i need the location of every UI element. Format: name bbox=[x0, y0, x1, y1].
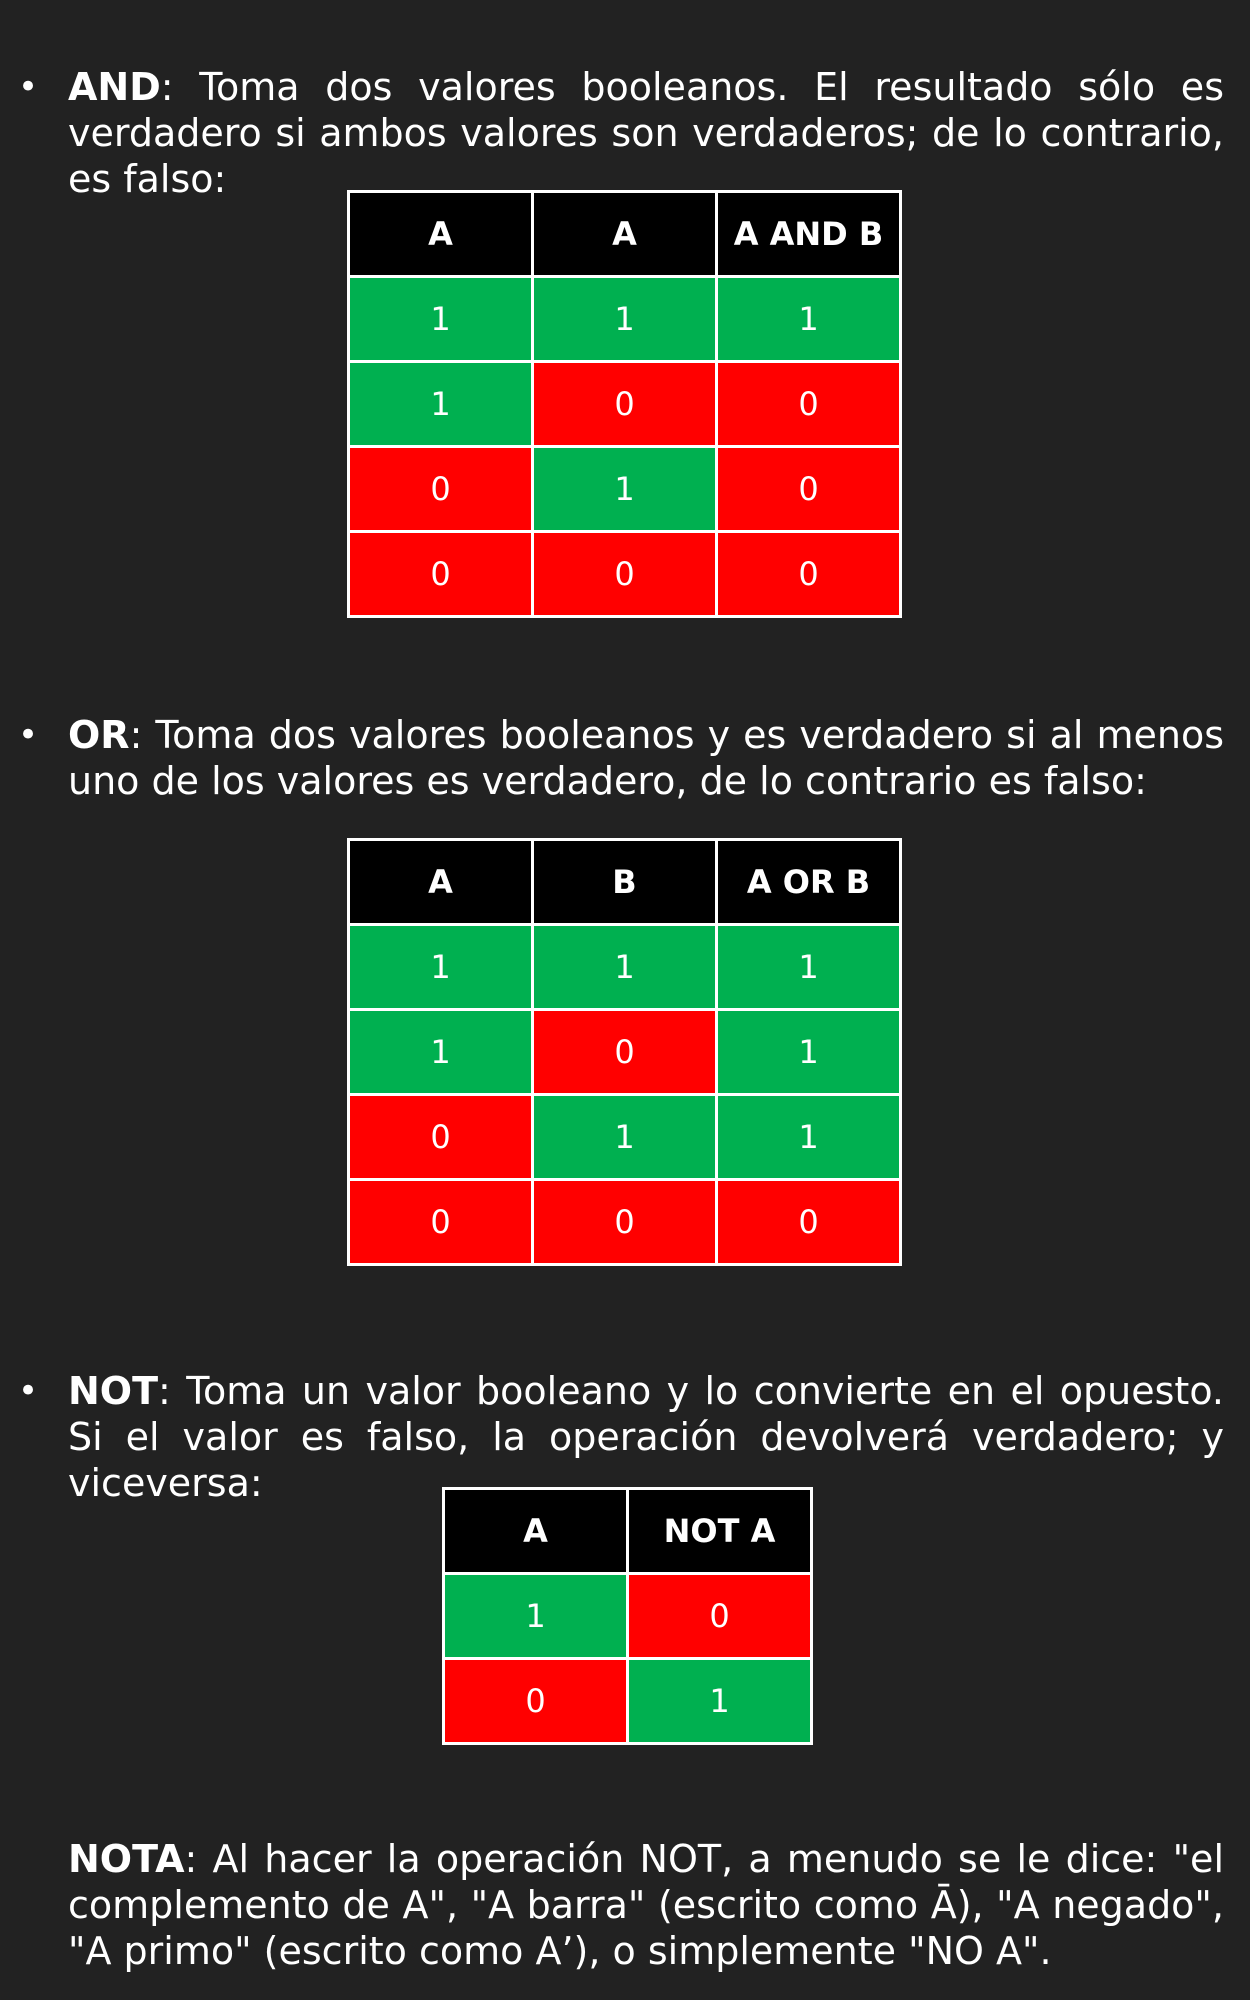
not-cell: 0 bbox=[444, 1659, 628, 1744]
and-cell: 1 bbox=[349, 362, 533, 447]
not-cell: 1 bbox=[444, 1574, 628, 1659]
and-cell: 0 bbox=[533, 362, 717, 447]
or-cell: 1 bbox=[717, 925, 901, 1010]
or-cell: 1 bbox=[349, 1010, 533, 1095]
bullet-or: • bbox=[18, 715, 39, 755]
note-term: NOTA bbox=[68, 1837, 185, 1881]
or-cell: 1 bbox=[533, 1095, 717, 1180]
or-truth-table bbox=[347, 838, 902, 1266]
not-text: : Toma un valor booleano y lo convierte en el opuesto. Si el valor es falso, la operación devolverá verdadero; y viceversa: bbox=[68, 1369, 1224, 1505]
not-header-col: NOT A bbox=[628, 1489, 812, 1574]
not-description bbox=[68, 1368, 1224, 1506]
or-cell: 1 bbox=[533, 925, 717, 1010]
note-text: : Al hacer la operación NOT, a menudo se le dice: "el complemento de A", "A barra" (escrito como Ā), "A negado", "A primo" (escrito como A’), o simplemente "NO A". bbox=[68, 1837, 1224, 1973]
or-table-row bbox=[349, 1095, 901, 1180]
bullet-not: • bbox=[18, 1371, 39, 1411]
not-header-row bbox=[444, 1489, 812, 1574]
and-table-row bbox=[349, 532, 901, 617]
not-cell: 1 bbox=[628, 1659, 812, 1744]
or-cell: 1 bbox=[349, 925, 533, 1010]
or-cell: 0 bbox=[533, 1180, 717, 1265]
or-header-col: A bbox=[349, 840, 533, 925]
not-truth-table bbox=[442, 1487, 813, 1745]
bullet-and: • bbox=[18, 67, 39, 107]
and-header-row bbox=[349, 192, 901, 277]
and-cell: 0 bbox=[717, 362, 901, 447]
and-cell: 1 bbox=[533, 277, 717, 362]
and-header-col: A bbox=[349, 192, 533, 277]
and-description bbox=[68, 64, 1224, 202]
or-term: OR bbox=[68, 713, 130, 757]
and-cell: 1 bbox=[349, 277, 533, 362]
and-table-row bbox=[349, 447, 901, 532]
or-cell: 0 bbox=[533, 1010, 717, 1095]
and-cell: 0 bbox=[717, 532, 901, 617]
and-cell: 0 bbox=[349, 447, 533, 532]
and-header-col: A AND B bbox=[717, 192, 901, 277]
and-term: AND bbox=[68, 65, 161, 109]
and-header-col: A bbox=[533, 192, 717, 277]
or-text: : Toma dos valores booleanos y es verdadero si al menos uno de los valores es verdadero, de lo contrario es falso: bbox=[68, 713, 1224, 803]
or-cell: 0 bbox=[349, 1180, 533, 1265]
or-header-row bbox=[349, 840, 901, 925]
or-header-col: A OR B bbox=[717, 840, 901, 925]
and-text: : Toma dos valores booleanos. El resultado sólo es verdadero si ambos valores son verdaderos; de lo contrario, es falso: bbox=[68, 65, 1224, 201]
or-cell: 1 bbox=[717, 1095, 901, 1180]
or-table-row bbox=[349, 925, 901, 1010]
and-table-row bbox=[349, 277, 901, 362]
and-truth-table bbox=[347, 190, 902, 618]
or-table-row bbox=[349, 1010, 901, 1095]
and-cell: 0 bbox=[349, 532, 533, 617]
or-header-col: B bbox=[533, 840, 717, 925]
or-cell: 0 bbox=[349, 1095, 533, 1180]
or-cell: 1 bbox=[717, 1010, 901, 1095]
and-cell: 1 bbox=[533, 447, 717, 532]
or-cell: 0 bbox=[717, 1180, 901, 1265]
not-cell: 0 bbox=[628, 1574, 812, 1659]
note-paragraph bbox=[68, 1836, 1224, 1974]
not-header-col: A bbox=[444, 1489, 628, 1574]
or-table-row bbox=[349, 1180, 901, 1265]
and-cell: 0 bbox=[717, 447, 901, 532]
not-term: NOT bbox=[68, 1369, 159, 1413]
and-table-row bbox=[349, 362, 901, 447]
and-cell: 1 bbox=[717, 277, 901, 362]
not-table-row bbox=[444, 1574, 812, 1659]
or-description bbox=[68, 712, 1224, 804]
not-table-row bbox=[444, 1659, 812, 1744]
and-cell: 0 bbox=[533, 532, 717, 617]
